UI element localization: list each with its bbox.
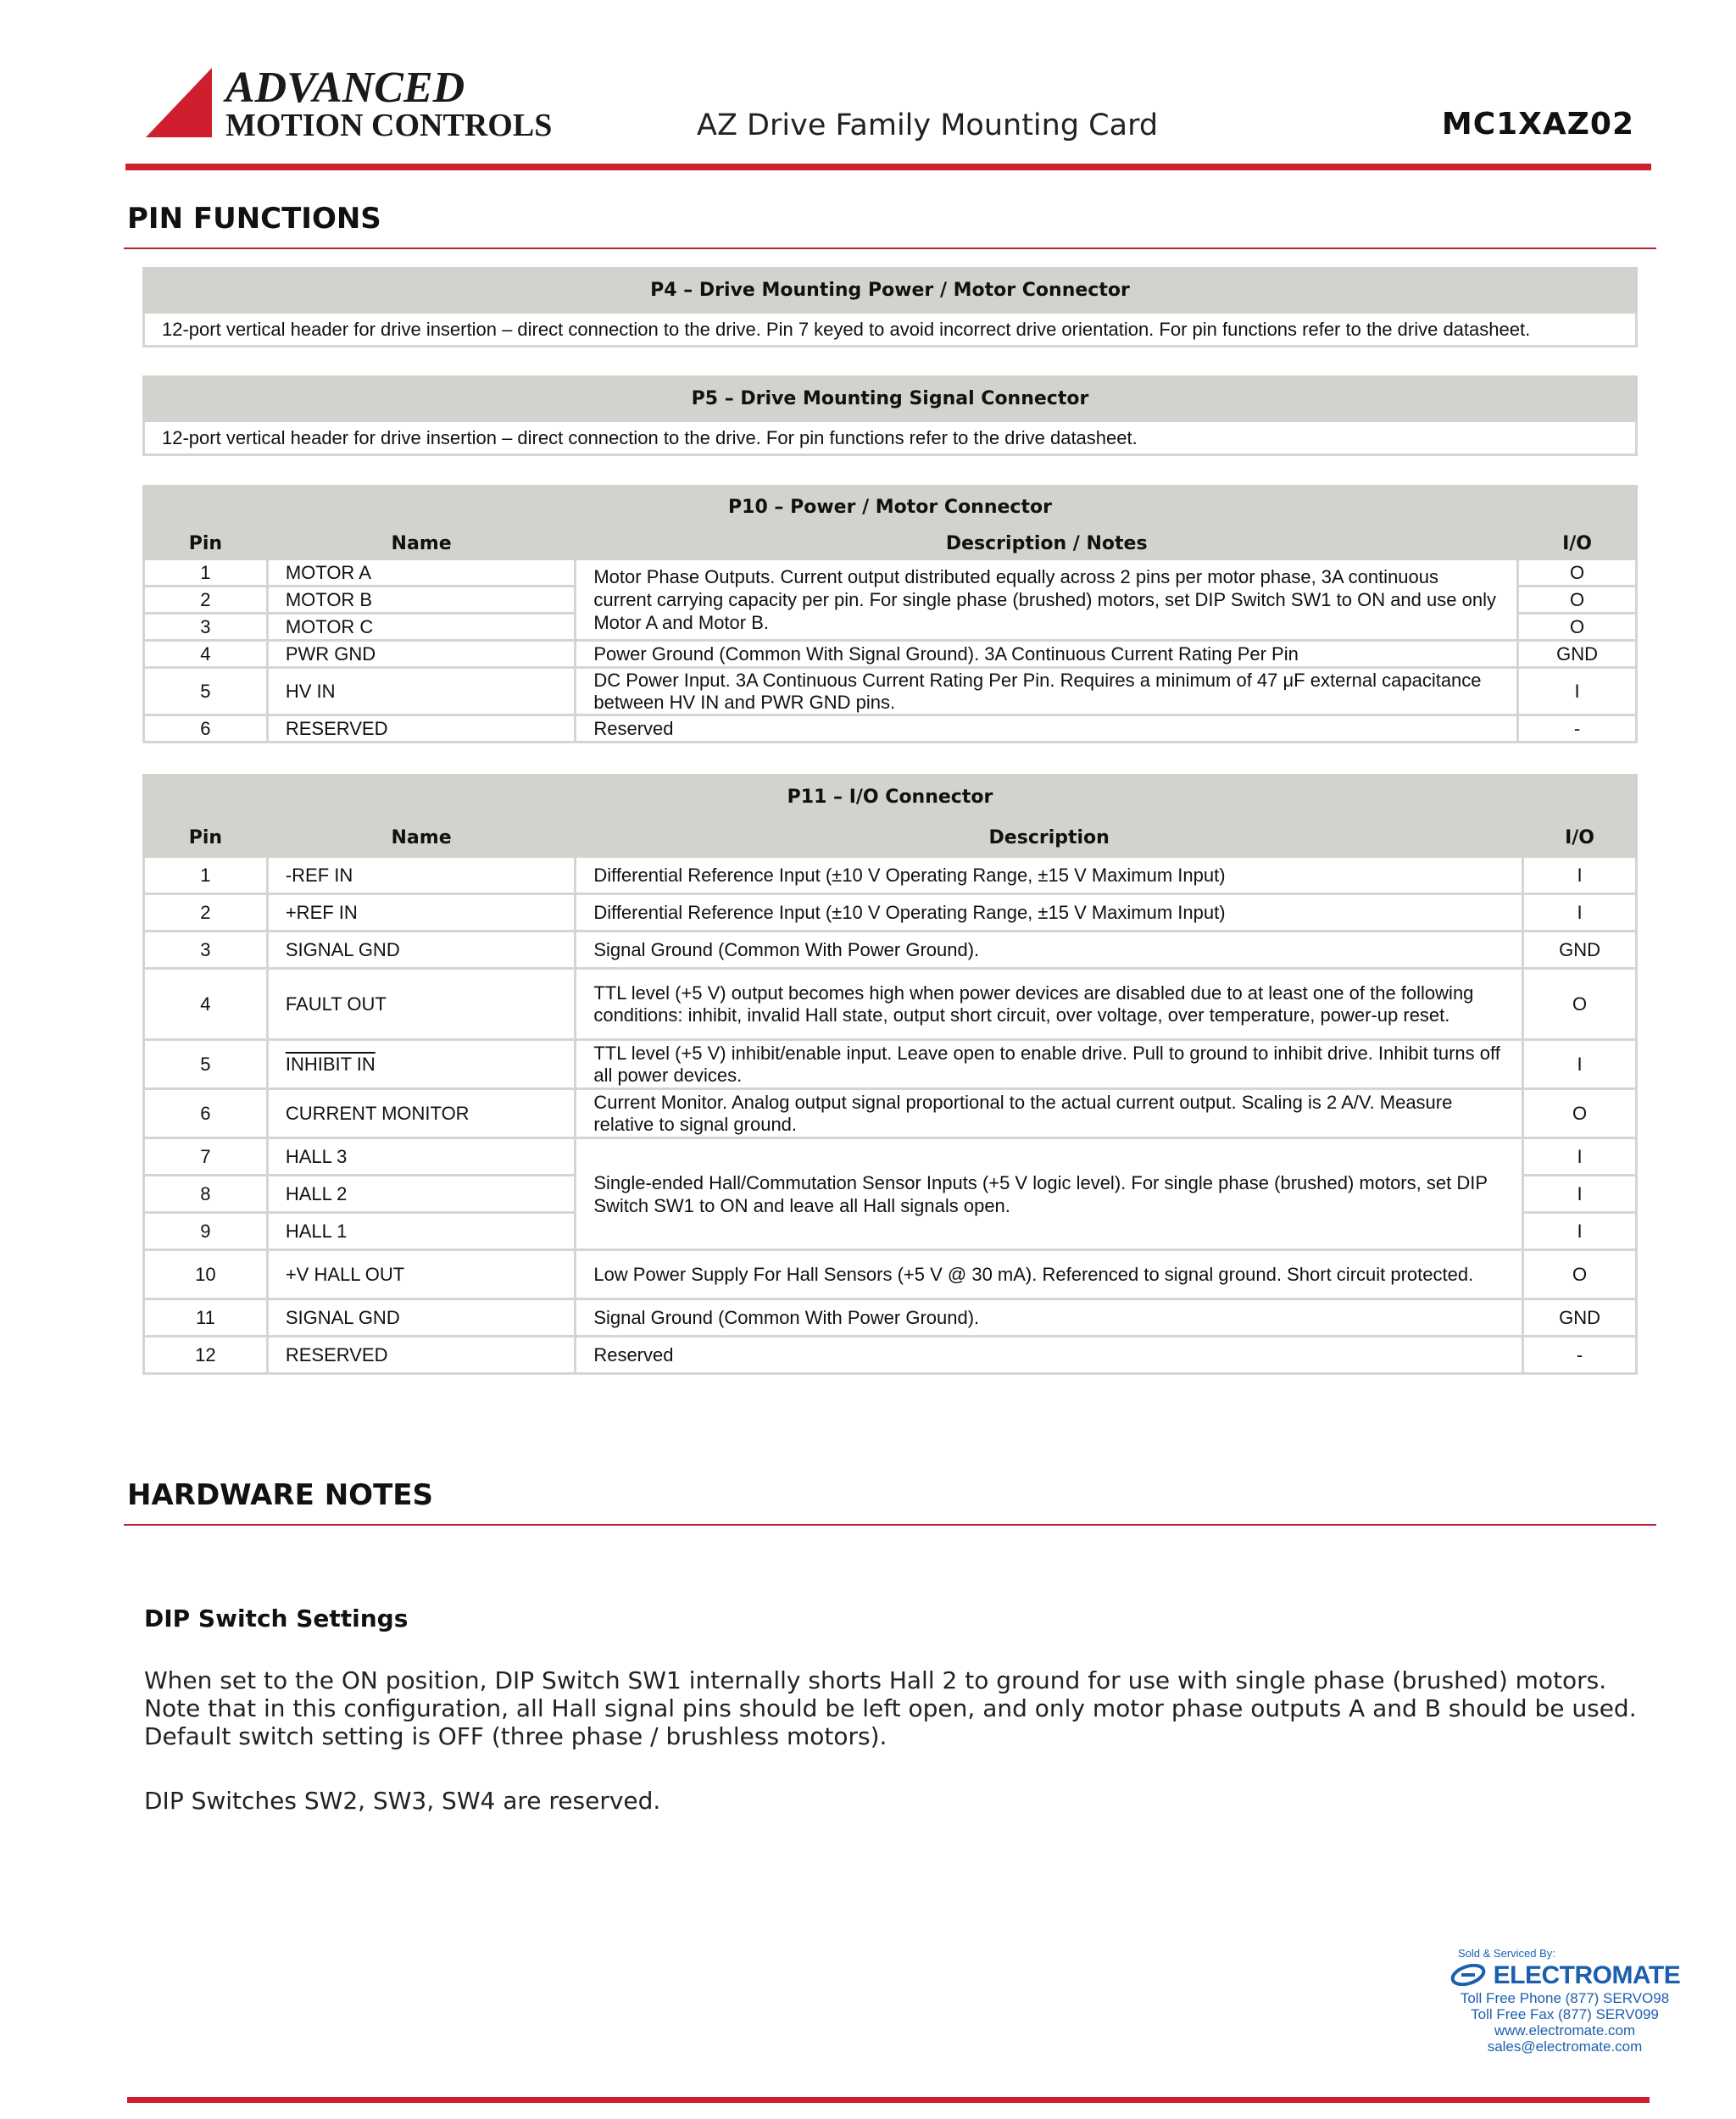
- io-cell: O: [1518, 614, 1637, 641]
- io-cell: -: [1518, 715, 1637, 742]
- name-cell: HALL 3: [267, 1138, 576, 1176]
- document-title: AZ Drive Family Mounting Card: [697, 108, 1159, 142]
- p5-title: P5 – Drive Mounting Signal Connector: [144, 377, 1637, 421]
- table-row: [144, 857, 1637, 894]
- name-cell: MOTOR B: [267, 587, 576, 614]
- p11-table: [142, 774, 1638, 1375]
- table-row: [144, 1138, 1637, 1176]
- dip-switch-reserved-paragraph: DIP Switches SW2, SW3, SW4 are reserved.: [144, 1787, 661, 1815]
- name-cell: MOTOR C: [267, 614, 576, 641]
- column-header-description: Description: [576, 820, 1523, 857]
- motor-description-cell: Motor Phase Outputs. Current output distributed equally across 2 pins per motor phase, 3A continuous current carrying capacity per pin. For single phase (brushed) motors, set DIP Switch SW1 to ON and use only Motor A and Motor B.: [576, 559, 1518, 641]
- name-cell: SIGNAL GND: [267, 932, 576, 969]
- io-cell: I: [1523, 1176, 1637, 1213]
- table-row: [144, 1337, 1637, 1374]
- p10-title: P10 – Power / Motor Connector: [144, 487, 1637, 529]
- io-cell: O: [1523, 969, 1637, 1040]
- header-rule: [125, 164, 1651, 170]
- electromate-brand: [1446, 1961, 1683, 1990]
- pin-cell: 2: [144, 587, 268, 614]
- p10-table: [142, 485, 1638, 743]
- io-cell: GND: [1523, 1299, 1637, 1337]
- pin-cell: 2: [144, 894, 268, 932]
- description-cell: Reserved: [576, 715, 1518, 742]
- logo-triangle-icon: [144, 64, 568, 141]
- name-cell: HV IN: [267, 668, 576, 715]
- io-cell: I: [1523, 1213, 1637, 1250]
- description-cell: Power Ground (Common With Signal Ground). 3A Continuous Current Rating Per Pin: [576, 641, 1518, 668]
- pin-cell: 4: [144, 641, 268, 668]
- pin-cell: 10: [144, 1250, 268, 1299]
- pin-cell: 8: [144, 1176, 268, 1213]
- column-header-io: I/O: [1518, 529, 1637, 559]
- description-cell: Reserved: [576, 1337, 1523, 1374]
- table-row: [144, 1089, 1637, 1138]
- name-cell: -REF IN: [267, 857, 576, 894]
- sold-by-label: Sold & Serviced By:: [1458, 1947, 1555, 1960]
- pin-cell: 4: [144, 969, 268, 1040]
- column-header-description: Description / Notes: [576, 529, 1518, 559]
- name-cell: RESERVED: [267, 1337, 576, 1374]
- description-cell: TTL level (+5 V) output becomes high when power devices are disabled due to at least one of the following conditions: inhibit, invalid Hall state, output short circuit, over voltage, over temperature, power-up reset.: [576, 969, 1523, 1040]
- p4-title: P4 – Drive Mounting Power / Motor Connector: [144, 269, 1637, 313]
- email-link[interactable]: sales@electromate.com: [1487, 2038, 1643, 2055]
- column-header-pin: Pin: [144, 529, 268, 559]
- pin-cell: 12: [144, 1337, 268, 1374]
- name-cell: HALL 2: [267, 1176, 576, 1213]
- io-cell: -: [1523, 1337, 1637, 1374]
- table-row: [144, 1040, 1637, 1089]
- io-cell: O: [1523, 1250, 1637, 1299]
- table-row: [144, 1299, 1637, 1337]
- electromate-logo-icon: [1449, 1964, 1487, 1986]
- io-cell: I: [1523, 1138, 1637, 1176]
- document-code: MC1XAZ02: [1441, 107, 1634, 142]
- description-cell: Current Monitor. Analog output signal proportional to the actual current output. Scaling is 2 A/V. Measure relative to signal ground.: [576, 1089, 1523, 1138]
- toll-free-fax: Toll Free Fax (877) SERV099: [1471, 2006, 1659, 2022]
- pin-cell: 9: [144, 1213, 268, 1250]
- p4-table: [142, 267, 1638, 348]
- io-cell: GND: [1523, 932, 1637, 969]
- electromate-contact: [1446, 1947, 1683, 2055]
- table-row: [144, 559, 1637, 587]
- logo-word-advanced: ADVANCED: [225, 64, 465, 112]
- section-rule: [124, 1524, 1656, 1526]
- pin-cell: 3: [144, 614, 268, 641]
- io-cell: GND: [1518, 641, 1637, 668]
- toll-free-phone: Toll Free Phone (877) SERVO98: [1460, 1990, 1670, 2006]
- section-title-hardware-notes: HARDWARE NOTES: [127, 1478, 433, 1512]
- description-cell: TTL level (+5 V) inhibit/enable input. Leave open to enable drive. Pull to ground to inhibit drive. Inhibit turns off all power devices.: [576, 1040, 1523, 1089]
- electromate-brand-text: ELECTROMATE: [1493, 1961, 1681, 1989]
- column-header-io: I/O: [1523, 820, 1637, 857]
- io-cell: O: [1518, 559, 1637, 587]
- table-row: [144, 715, 1637, 742]
- description-cell: Differential Reference Input (±10 V Operating Range, ±15 V Maximum Input): [576, 894, 1523, 932]
- name-cell: INHIBIT IN: [267, 1040, 576, 1089]
- io-cell: O: [1523, 1089, 1637, 1138]
- name-cell: RESERVED: [267, 715, 576, 742]
- name-cell: MOTOR A: [267, 559, 576, 587]
- dip-switch-subtitle: DIP Switch Settings: [144, 1605, 409, 1632]
- io-cell: I: [1523, 894, 1637, 932]
- name-cell: CURRENT MONITOR: [267, 1089, 576, 1138]
- table-row: [144, 894, 1637, 932]
- name-cell: HALL 1: [267, 1213, 576, 1250]
- io-cell: I: [1518, 668, 1637, 715]
- pin-cell: 5: [144, 668, 268, 715]
- pin-cell: 1: [144, 559, 268, 587]
- table-row: [144, 668, 1637, 715]
- dip-switch-paragraph: When set to the ON position, DIP Switch SW1 internally shorts Hall 2 to ground for use with single phase (brushed) motors. Note that in this configuration, all Hall signal pins should be left open, and only motor phase outputs A and B should be used. Default switch setting is OFF (three phase / brushless motors).: [144, 1666, 1637, 1750]
- name-cell: +V HALL OUT: [267, 1250, 576, 1299]
- p5-table: [142, 375, 1638, 456]
- column-header-name: Name: [267, 820, 576, 857]
- description-cell: Low Power Supply For Hall Sensors (+5 V @ 30 mA). Referenced to signal ground. Short circuit protected.: [576, 1250, 1523, 1299]
- table-row: [144, 1250, 1637, 1299]
- description-cell: Signal Ground (Common With Power Ground).: [576, 932, 1523, 969]
- website-link[interactable]: www.electromate.com: [1494, 2022, 1636, 2038]
- name-cell: FAULT OUT: [267, 969, 576, 1040]
- pin-cell: 11: [144, 1299, 268, 1337]
- table-row: [144, 641, 1637, 668]
- column-header-name: Name: [267, 529, 576, 559]
- pin-cell: 1: [144, 857, 268, 894]
- section-title-pin-functions: PIN FUNCTIONS: [127, 202, 381, 236]
- column-header-pin: Pin: [144, 820, 268, 857]
- io-cell: O: [1518, 587, 1637, 614]
- p5-description: 12-port vertical header for drive insertion – direct connection to the drive. For pin functions refer to the drive datasheet.: [144, 421, 1637, 455]
- pin-cell: 6: [144, 1089, 268, 1138]
- section-rule: [124, 247, 1656, 249]
- logo-word-motion-controls: MOTION CONTROLS: [225, 108, 553, 141]
- table-row: [144, 969, 1637, 1040]
- pin-cell: 6: [144, 715, 268, 742]
- description-cell: Differential Reference Input (±10 V Operating Range, ±15 V Maximum Input): [576, 857, 1523, 894]
- name-cell: SIGNAL GND: [267, 1299, 576, 1337]
- pin-cell: 3: [144, 932, 268, 969]
- footer-rule: [127, 2097, 1650, 2103]
- hall-description-cell: Single-ended Hall/Commutation Sensor Inputs (+5 V logic level). For single phase (brushed) motors, set DIP Switch SW1 to ON and leave all Hall signals open.: [576, 1138, 1523, 1250]
- pin-cell: 7: [144, 1138, 268, 1176]
- company-logo: [144, 64, 568, 141]
- description-cell: DC Power Input. 3A Continuous Current Rating Per Pin. Requires a minimum of 47 μF external capacitance between HV IN and PWR GND pins.: [576, 668, 1518, 715]
- name-cell: PWR GND: [267, 641, 576, 668]
- pin-cell: 5: [144, 1040, 268, 1089]
- io-cell: I: [1523, 1040, 1637, 1089]
- name-cell: +REF IN: [267, 894, 576, 932]
- table-row: [144, 932, 1637, 969]
- io-cell: I: [1523, 857, 1637, 894]
- p11-title: P11 – I/O Connector: [144, 776, 1637, 820]
- description-cell: Signal Ground (Common With Power Ground).: [576, 1299, 1523, 1337]
- p4-description: 12-port vertical header for drive insertion – direct connection to the drive. Pin 7 keyed to avoid incorrect drive orientation. For pin functions refer to the drive datasheet.: [144, 313, 1637, 347]
